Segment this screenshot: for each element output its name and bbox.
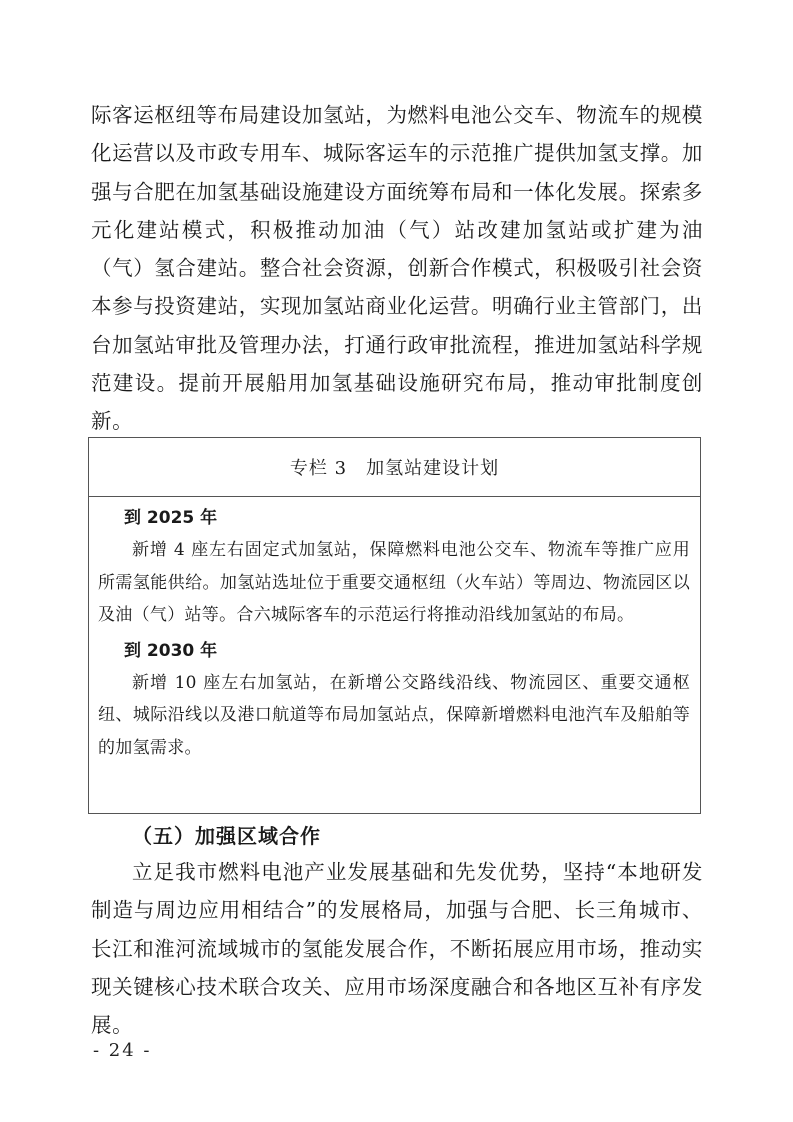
info-box-text-2030: 新增 10 座左右加氢站，在新增公交路线沿线、物流园区、重要交通枢纽、城际沿线以及港口航道等布局加氢站点，保障新增燃料电池汽车及船舶等的加氢需求。 [98,672,690,758]
page-number: - 24 - [93,1040,152,1061]
body-paragraph: 际客运枢纽等布局建设加氢站，为燃料电池公交车、物流车的规模化运营以及市政专用车、城际客运车的示范推广提供加氢支撑。加强与合肥在加氢基础设施建设方面统筹布局和一体化发展。探索多元化建站模式，积极推动加油（气）站改建加氢站或扩建为油（气）氢合建站。整合社会资源，创新合作模式，积极吸引社会资本参与投资建站，实现加氢站商业化运营。明确行业主管部门，出台加氢站审批及管理办法，打通行政审批流程，推进加氢站科学规范建设。提前开展船用加氢基础设施研究布局，推动审批制度创新。 [91,103,703,434]
info-box-title: 专栏 3 加氢站建设计划 [89,438,700,497]
info-box-hydrogen-station-plan [88,437,701,814]
body-paragraph: 立足我市燃料电池产业发展基础和先发优势，坚持“本地研发制造与周边应用相结合”的发展格局，加强与合肥、长三角城市、长江和淮河流域城市的氢能发展合作，不断拓展应用市场，推动实现关键核心技术联合攻关、应用市场深度融合和各地区互补有序发展。 [91,860,703,1038]
info-box-text-2025: 新增 4 座左右固定式加氢站，保障燃料电池公交车、物流车等推广应用所需氢能供给。加氢站选址位于重要交通枢纽（火车站）等周边、物流园区以及油（气）站等。合六城际客车的示范运行将推动沿线加氢站的布局。 [98,540,690,625]
info-box-subheading-2030: 到 2030 年 [124,640,218,661]
info-box-body [89,497,700,764]
section-heading: （五）加强区域合作 [132,824,321,848]
info-box-subheading-2025: 到 2025 年 [124,508,218,528]
